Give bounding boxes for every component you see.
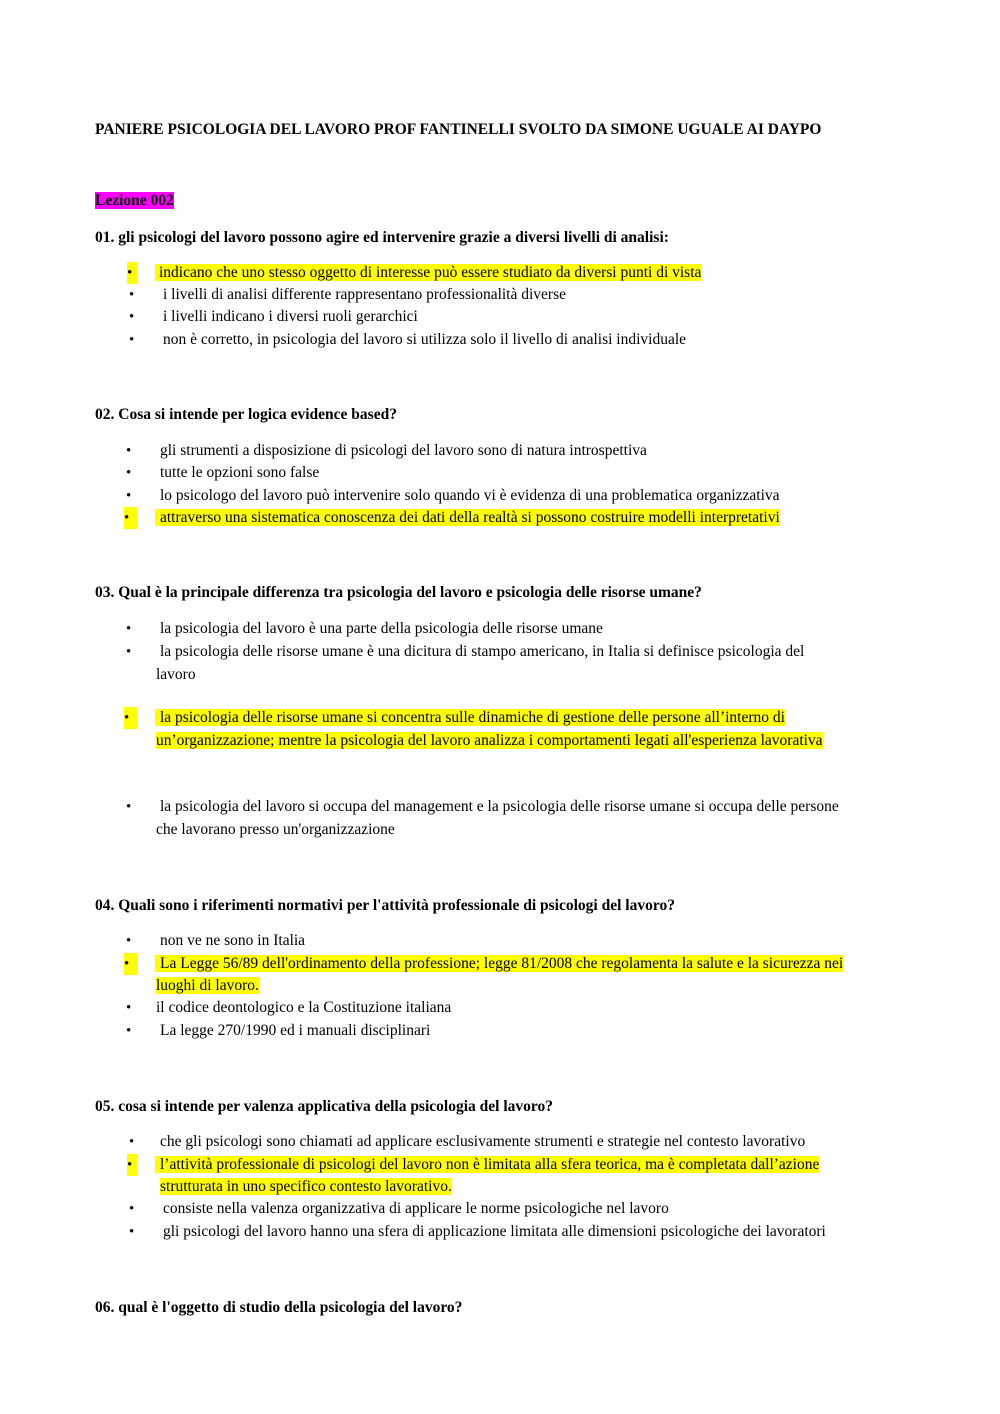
answer-03-b-line2: lavoro	[156, 666, 196, 683]
bullet-icon: •	[126, 799, 132, 815]
bullet-icon: •	[124, 507, 137, 529]
bullet-icon: •	[126, 443, 132, 459]
bullet-icon: •	[126, 465, 132, 481]
answer-01-c: i livelli indicano i diversi ruoli gerarchici	[163, 308, 418, 325]
bullet-icon: •	[124, 707, 137, 729]
answer-03-c-line2-text: un’organizzazione; mentre la psicologia del lavoro analizza i comportamenti legati all'esperienza lavorativa	[156, 732, 823, 749]
bullet-icon: •	[126, 644, 132, 660]
answer-01-a-text: indicano che uno stesso oggetto di interesse può essere studiato da diversi punti di vista	[155, 264, 701, 281]
answer-04-d: La legge 270/1990 ed i manuali disciplinari	[160, 1022, 431, 1039]
bullet-icon: •	[126, 1000, 132, 1016]
bullet-icon: •	[129, 1134, 135, 1150]
lesson-label-text: Lezione 002	[95, 192, 174, 209]
bullet-icon: •	[129, 332, 135, 348]
question-06: 06. qual è l'oggetto di studio della psicologia del lavoro?	[95, 1299, 463, 1316]
answer-01-a	[155, 262, 701, 284]
lesson-label	[95, 190, 174, 212]
bullet-icon: •	[126, 488, 132, 504]
answer-02-d-text: attraverso una sistematica conoscenza dei dati della realtà si possono costruire modelli interpretativi	[155, 509, 780, 526]
question-02: 02. Cosa si intende per logica evidence based?	[95, 406, 397, 423]
question-01: 01. gli psicologi del lavoro possono agire ed intervenire grazie a diversi livelli di analisi:	[95, 229, 669, 246]
bullet-icon: •	[129, 1224, 135, 1240]
bullet-icon: •	[129, 287, 135, 303]
bullet-icon: •	[124, 953, 137, 975]
answer-03-b-line1: la psicologia delle risorse umane è una dicitura di stampo americano, in Italia si definisce psicologia del	[160, 643, 805, 660]
answer-01-b: i livelli di analisi differente rappresentano professionalità diverse	[163, 286, 567, 303]
answer-05-b-line1-text: l’attività professionale di psicologi del lavoro non è limitata alla sfera teorica, ma è completata dall’azione	[155, 1156, 819, 1173]
answer-04-a: non ve ne sono in Italia	[160, 932, 306, 949]
answer-05-b-line1	[155, 1154, 819, 1176]
bullet-icon: •	[129, 1201, 135, 1217]
bullet-icon: •	[126, 933, 132, 949]
answer-04-b-line2-text: luoghi di lavoro.	[156, 977, 259, 994]
answer-04-b-line1	[155, 953, 843, 975]
answer-05-b-line2	[160, 1176, 452, 1198]
answer-04-b-line2	[156, 975, 259, 997]
answer-05-c: consiste nella valenza organizzativa di applicare le norme psicologiche nel lavoro	[163, 1200, 669, 1217]
question-03: 03. Qual è la principale differenza tra psicologia del lavoro e psicologia delle risorse umane?	[95, 584, 702, 601]
answer-05-d: gli psicologi del lavoro hanno una sfera di applicazione limitata alle dimensioni psicologiche dei lavoratori	[163, 1223, 826, 1240]
answer-04-b-line1-text: La Legge 56/89 dell'ordinamento della professione; legge 81/2008 che regolamenta la salute e la sicurezza nei	[155, 955, 843, 972]
bullet-icon: •	[129, 309, 135, 325]
answer-02-b: tutte le opzioni sono false	[160, 464, 320, 481]
document-title: PANIERE PSICOLOGIA DEL LAVORO PROF FANTINELLI SVOLTO DA SIMONE UGUALE AI DAYPO	[95, 121, 822, 138]
answer-03-d-line2: che lavorano presso un'organizzazione	[156, 821, 395, 838]
bullet-icon: •	[126, 621, 132, 637]
question-04: 04. Quali sono i riferimenti normativi per l'attività professionale di psicologi del lavoro?	[95, 897, 675, 914]
answer-05-a: che gli psicologi sono chiamati ad applicare esclusivamente strumenti e strategie nel contesto lavorativo	[160, 1133, 806, 1150]
bullet-icon: •	[126, 1023, 132, 1039]
bullet-icon: •	[127, 262, 138, 284]
answer-03-a: la psicologia del lavoro è una parte della psicologia delle risorse umane	[160, 620, 603, 637]
answer-03-c-line2	[156, 730, 823, 752]
answer-05-b-line2-text: strutturata in uno specifico contesto lavorativo.	[160, 1178, 452, 1195]
question-05: 05. cosa si intende per valenza applicativa della psicologia del lavoro?	[95, 1098, 553, 1115]
answer-01-d: non è corretto, in psicologia del lavoro si utilizza solo il livello di analisi individuale	[163, 331, 687, 348]
answer-03-d-line1: la psicologia del lavoro si occupa del management e la psicologia delle risorse umane si occupa delle persone	[160, 798, 839, 815]
answer-03-c-line1-text: la psicologia delle risorse umane si concentra sulle dinamiche di gestione delle persone all’interno di	[155, 709, 785, 726]
bullet-icon: •	[127, 1154, 137, 1176]
answer-02-d	[155, 507, 780, 529]
answer-03-c-line1	[155, 707, 785, 729]
answer-04-c: il codice deontologico e la Costituzione italiana	[156, 999, 452, 1016]
answer-02-c: lo psicologo del lavoro può intervenire solo quando vi è evidenza di una problematica organizzativa	[160, 487, 780, 504]
answer-02-a: gli strumenti a disposizione di psicologi del lavoro sono di natura introspettiva	[160, 442, 647, 459]
